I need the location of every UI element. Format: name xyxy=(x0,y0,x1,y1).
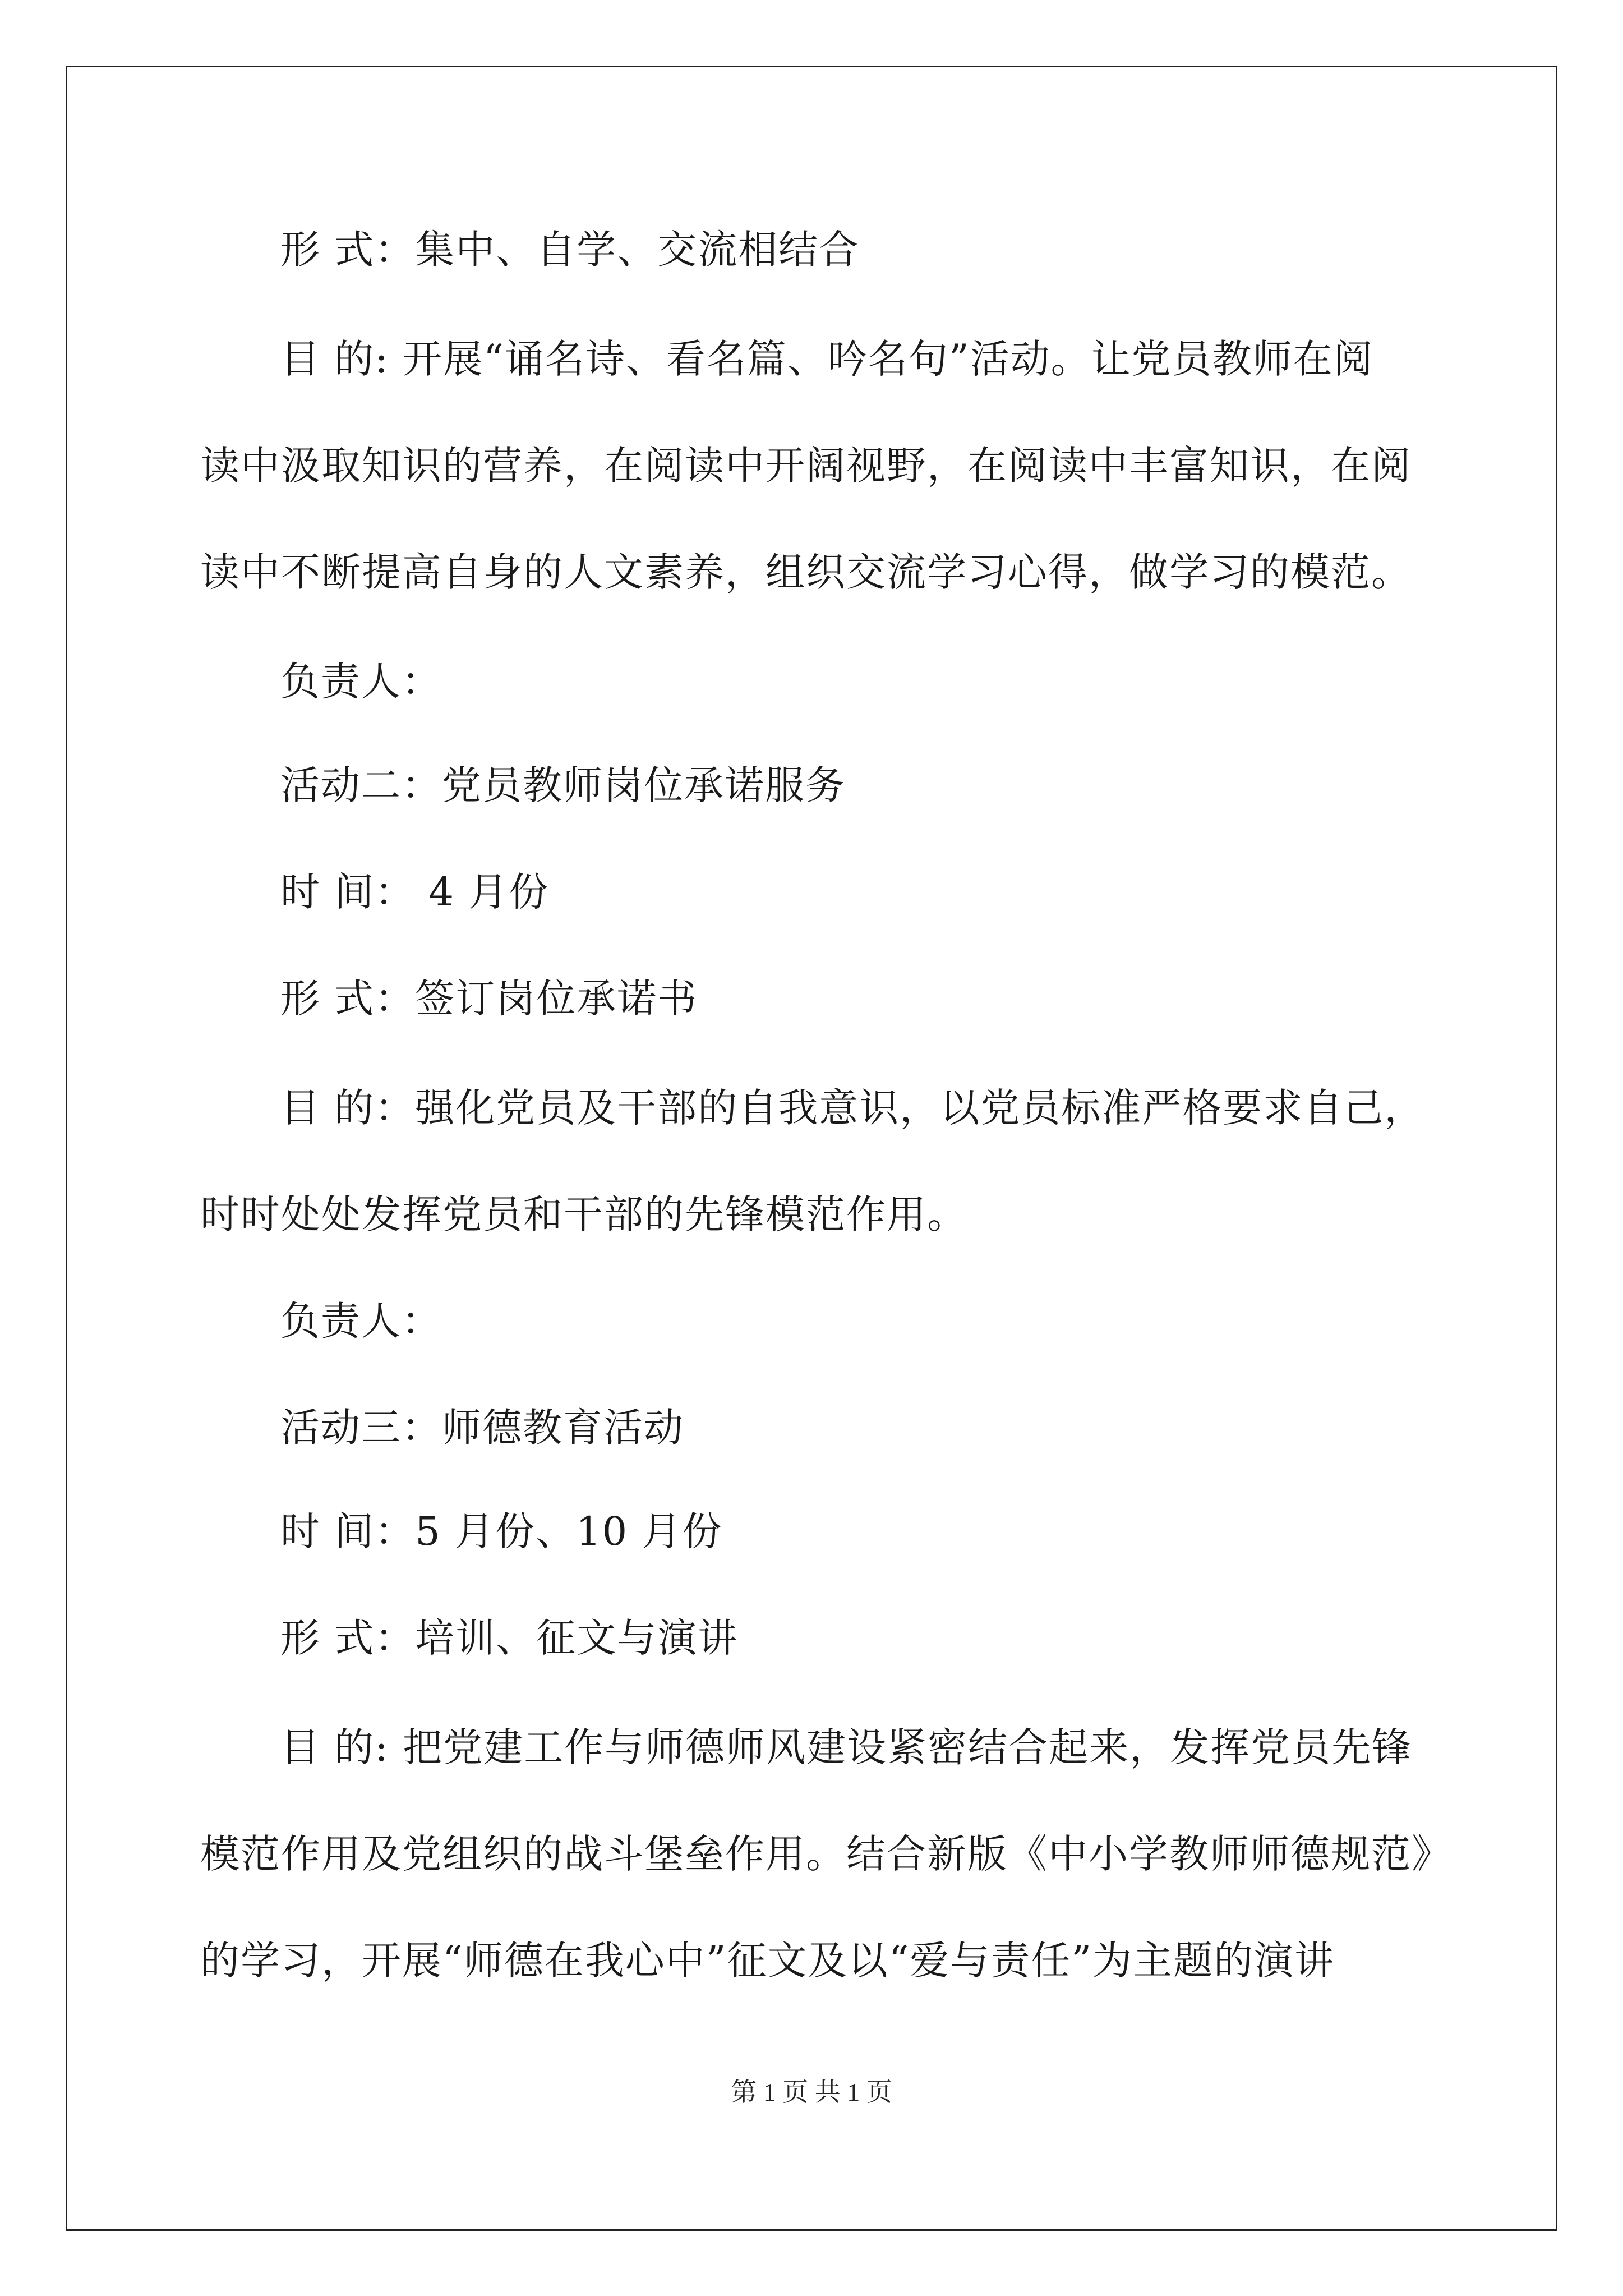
text-line-time-2: 时 间： 4 月份 xyxy=(280,869,550,915)
text-line-purpose-2: 目 的：强化党员及干部的自我意识，以党员标准严格要求自己， xyxy=(280,1085,1425,1131)
page-border xyxy=(66,66,1557,2231)
text-line-time-3: 时 间：5 月份、10 月份 xyxy=(280,1508,723,1554)
text-line-purpose-1-cont-1: 读中汲取知识的营养，在阅读中开阔视野，在阅读中丰富知识，在阅 xyxy=(200,443,1412,489)
text-line-responsible-1: 负责人： xyxy=(280,659,442,705)
text-line-purpose-1-cont-2: 读中不断提高自身的人文素养，组织交流学习心得，做学习的模范。 xyxy=(200,549,1412,595)
text-line-purpose-3-cont-2: 的学习，开展“师德在我心中”征文及以“爱与责任”为主题的演讲 xyxy=(200,1938,1335,1984)
page-footer: 第 1 页 共 1 页 xyxy=(731,2078,892,2106)
text-line-form-1: 形 式：集中、自学、交流相结合 xyxy=(280,227,860,273)
text-line-responsible-2: 负责人： xyxy=(280,1298,442,1344)
text-line-activity-3-title: 活动三：师德教育活动 xyxy=(280,1405,684,1451)
text-line-purpose-1: 目 的: 开展“诵名诗、看名篇、吟名句”活动。让党员教师在阅 xyxy=(280,336,1374,382)
text-line-form-2: 形 式：签订岗位承诺书 xyxy=(280,976,698,1022)
text-line-purpose-2-cont: 时时处处发挥党员和干部的先锋模范作用。 xyxy=(200,1191,967,1237)
text-line-purpose-3-cont-1: 模范作用及党组织的战斗堡垒作用。结合新版《中小学教师师德规范》 xyxy=(200,1831,1452,1877)
text-line-form-3: 形 式：培训、征文与演讲 xyxy=(280,1615,739,1661)
text-line-purpose-3: 目 的: 把党建工作与师德师风建设紧密结合起来，发挥党员先锋 xyxy=(280,1724,1413,1770)
text-line-activity-2-title: 活动二：党员教师岗位承诺服务 xyxy=(280,762,846,808)
